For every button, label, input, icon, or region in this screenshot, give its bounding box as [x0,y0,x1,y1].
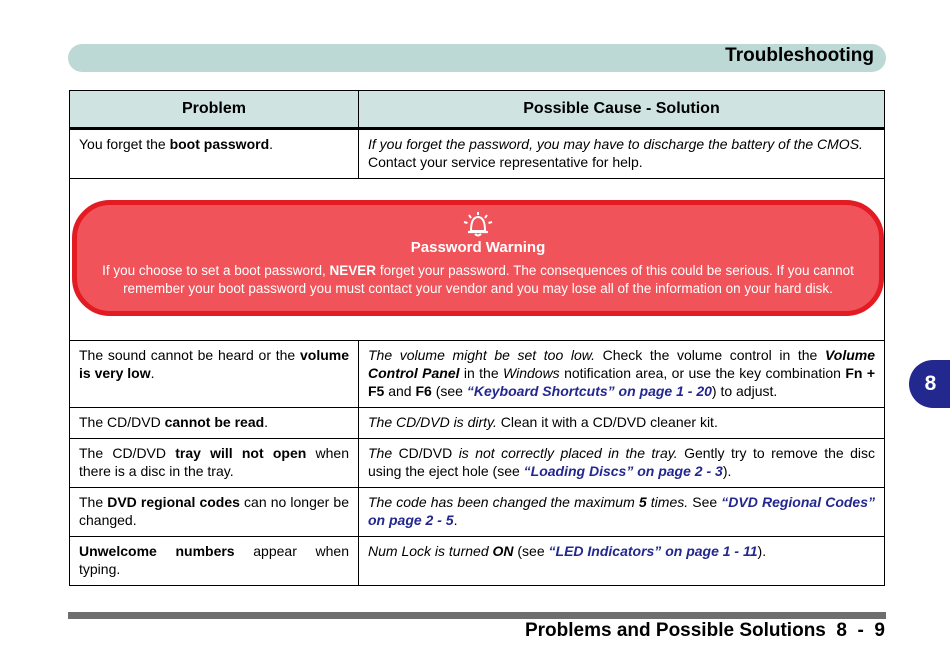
solution-bold-italic: ON [492,543,514,559]
cross-reference-link[interactable]: “Loading Discs” on page 2 - 3 [523,463,723,479]
table-row [70,537,885,586]
solution-cell [359,439,885,488]
solution-cell [359,129,885,179]
solution-cause: times. [646,494,689,510]
solution-bold: F6 [415,383,432,399]
problem-bold: DVD regional codes [107,494,240,510]
solution-text: notification area, or use the key combination [559,365,846,381]
problem-text: . [264,414,269,430]
problem-cell [70,129,359,179]
problem-text: The CD/DVD [79,445,176,461]
problem-text: can no longer be changed. [79,494,349,528]
solution-text: Gently try to remove the disc using the eject hole (see [368,445,876,479]
solution-bold-italic: 5 [638,494,647,510]
column-header-problem: Problem [70,91,359,129]
problem-bold: cannot be read [164,414,265,430]
cross-reference-link[interactable]: “LED Indicators” on page 1 - 11 [548,543,758,559]
warning-title: Password Warning [410,239,546,256]
solution-cause: Num Lock is turned [368,543,493,559]
table-row [70,488,885,537]
warning-text-part: forget your password. The consequences of this could be serious. If you cannot remember your boot password you must contact your vendor and you may lose all of the information on your hard disk. [123,263,854,296]
cross-reference-link[interactable]: “DVD Regional Codes” on page 2 - 5 [368,494,875,528]
problem-text: . [269,136,274,152]
problem-text: You forget the [79,136,170,152]
header-bar [68,44,886,72]
solution-text: (see [513,543,549,559]
solution-bold: Fn + F5 [368,365,876,399]
problem-bold: Unwelcome numbers [79,543,235,559]
solution-text: Clean it with a CD/DVD cleaner kit. [496,414,718,430]
warning-text-part: If you choose to set a boot password, [102,263,330,278]
problem-bold: volume is very low [79,347,349,381]
problem-text: when there is a disc in the tray. [79,445,349,479]
problem-cell [70,439,359,488]
table-header-row [70,91,885,129]
column-header-solution: Possible Cause - Solution [359,91,885,129]
password-warning-box [72,200,884,316]
solution-text: CD/DVD [392,445,459,461]
problem-text: appear when typing. [79,543,349,577]
page-header-title: Troubleshooting [725,45,874,66]
solution-cell [359,537,885,586]
solution-bold-italic: Volume Control Panel [368,347,875,381]
solution-text: in the [459,365,504,381]
solution-cause: The volume might be set too low. [368,347,595,363]
solution-text: Contact your service representative for help. [368,154,643,170]
page-footer: Problems and Possible Solutions 8 - 9 [524,620,885,641]
table-row [70,129,885,179]
chapter-tab[interactable]: 8 [909,360,950,408]
problem-text: . [150,365,155,381]
problem-bold: tray will not open [175,445,307,461]
solution-cause: The code has been changed the maximum [368,494,639,510]
solution-text: ). [722,463,732,479]
solution-cause: The CD/DVD is dirty. [368,414,497,430]
troubleshooting-table-wrapper [69,90,885,586]
problem-bold: boot password [169,136,270,152]
footer-divider [68,612,886,619]
solution-cause: The [368,445,393,461]
solution-cell [359,488,885,537]
warning-text [77,262,879,298]
problem-cell [70,408,359,439]
problem-cell [70,537,359,586]
solution-italic: Windows [503,365,560,381]
problem-cell [70,488,359,537]
solution-text: See [688,494,722,510]
solution-text: . [453,512,458,528]
problem-text: The sound cannot be heard or the [79,347,300,363]
table-row [70,439,885,488]
problem-text: The [79,494,108,510]
problem-text: The CD/DVD [79,414,165,430]
solution-text: (see [431,383,467,399]
solution-text: and [384,383,416,399]
table-row [70,341,885,408]
solution-text: Check the volume control in the [595,347,825,363]
solution-cause: is not correctly placed in the tray. [458,445,678,461]
solution-text: ). [757,543,767,559]
problem-cell [70,341,359,408]
troubleshooting-table [69,90,885,586]
solution-cause: If you forget the password, you may have to discharge the battery of the CMOS. [368,136,863,152]
warning-row [70,179,885,341]
solution-cell [359,341,885,408]
solution-cell [359,408,885,439]
table-row [70,408,885,439]
warning-cell [70,179,885,341]
password-warning-icon [461,211,495,237]
cross-reference-link[interactable]: “Keyboard Shortcuts” on page 1 - 20 [466,383,712,399]
solution-text: ) to adjust. [711,383,778,399]
warning-text-bold: NEVER [329,263,377,278]
